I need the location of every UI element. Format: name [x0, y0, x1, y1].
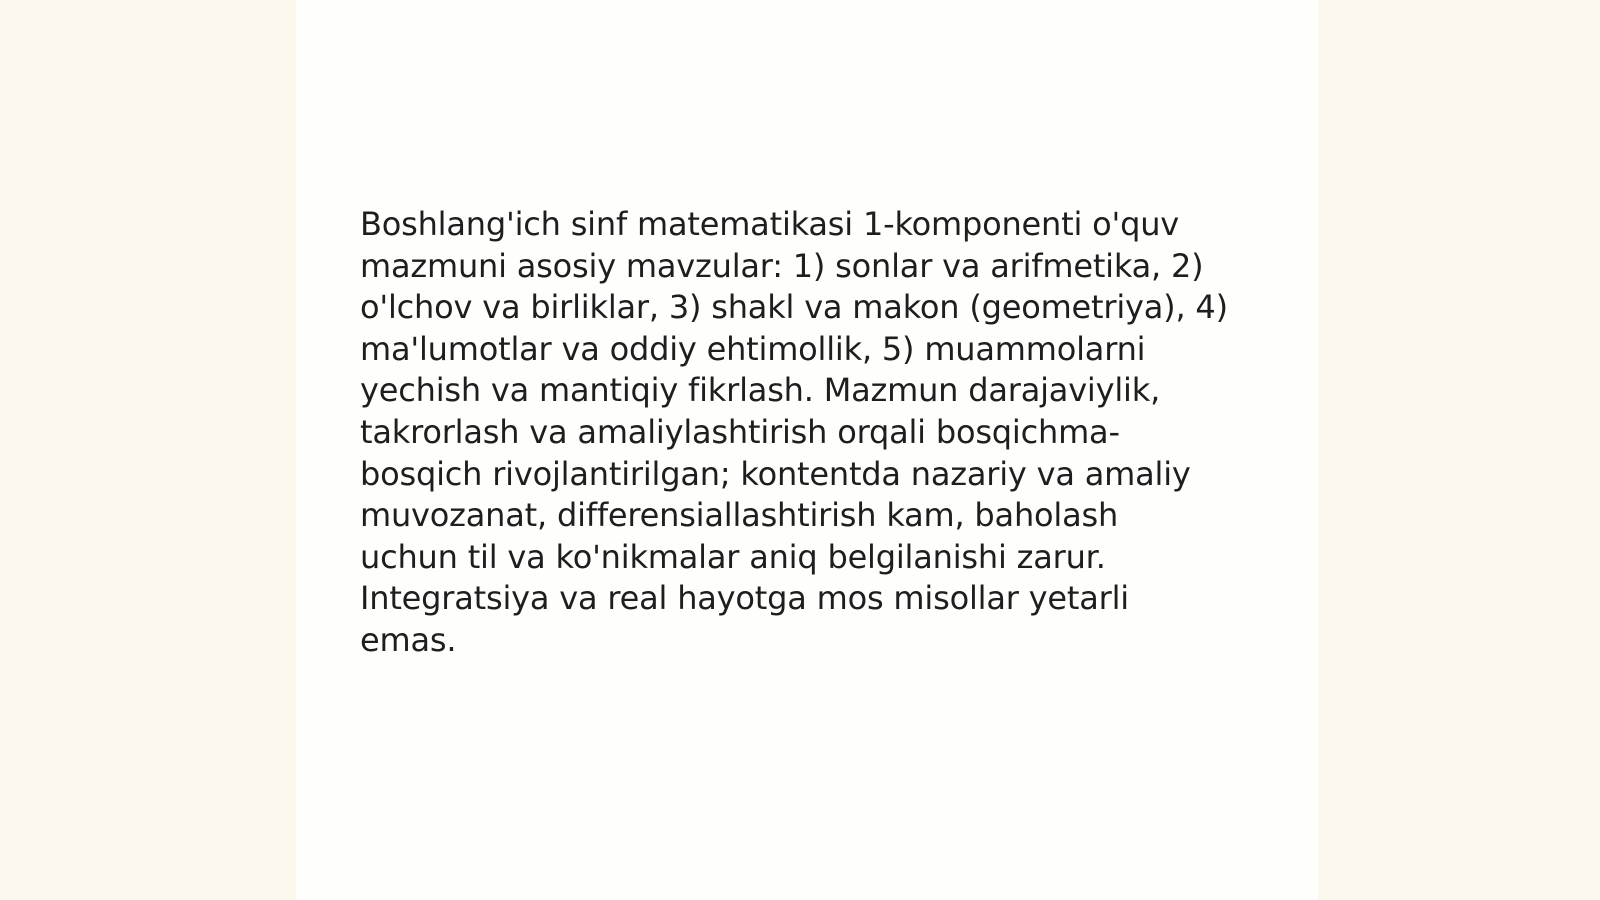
right-margin [1318, 0, 1600, 900]
body-paragraph: Boshlang'ich sinf matematikasi 1-komponenti o'quv mazmuni asosiy mavzular: 1) sonlar va arifmetika, 2) o'lchov va birliklar, 3) shakl va makon (geometriya), 4) ma'lumotlar va oddiy ehtimollik, 5) muammolarni yechish va mantiqiy fikrlash. Mazmun darajaviylik, takrorlash va amaliylashtirish orqali bosqichma- bosqich rivojlantirilgan; kontentda nazariy va amaliy muvozanat, differensiallashtirish kam, baholash uchun til va ko'nikmalar aniq belgilanishi zarur. Integratsiya va real hayotga mos misollar yetarli emas. [360, 205, 1228, 659]
left-margin [0, 0, 296, 900]
document-page [296, 0, 1318, 900]
